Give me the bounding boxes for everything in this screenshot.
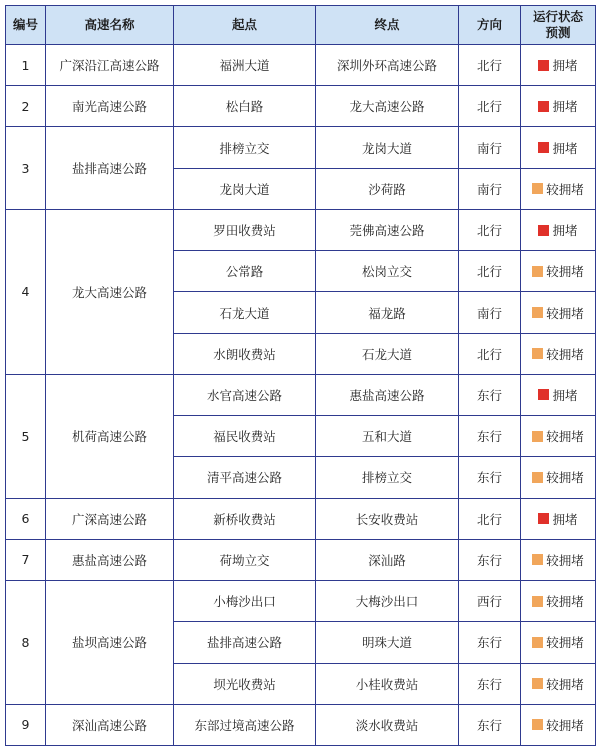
congestion-red-icon [538, 225, 549, 236]
cell-direction: 北行 [459, 86, 521, 127]
cell-end: 龙岗大道 [316, 127, 459, 168]
cell-num: 8 [6, 581, 46, 705]
status-label: 较拥堵 [546, 552, 584, 568]
cell-status [521, 45, 596, 86]
congestion-red-icon [538, 513, 549, 524]
status-label: 拥堵 [552, 387, 578, 403]
cell-direction: 北行 [459, 333, 521, 374]
cell-direction: 东行 [459, 374, 521, 415]
header-status-line2: 预测 [545, 25, 571, 40]
congestion-red-icon [538, 389, 549, 400]
status-label: 较拥堵 [546, 635, 584, 651]
cell-end: 大梅沙出口 [316, 581, 459, 622]
congestion-orange-icon [532, 472, 543, 483]
cell-start: 坝光收费站 [174, 663, 316, 704]
header-direction: 方向 [459, 6, 521, 45]
status-label: 较拥堵 [546, 305, 584, 321]
cell-status [521, 127, 596, 168]
header-status-line1: 运行状态 [532, 9, 583, 24]
cell-end: 明珠大道 [316, 622, 459, 663]
cell-num: 7 [6, 539, 46, 580]
congestion-orange-icon [532, 307, 543, 318]
cell-direction: 东行 [459, 539, 521, 580]
cell-start: 清平高速公路 [174, 457, 316, 498]
cell-direction: 东行 [459, 704, 521, 745]
cell-end: 小桂收费站 [316, 663, 459, 704]
cell-status [521, 251, 596, 292]
cell-direction: 东行 [459, 416, 521, 457]
cell-direction: 北行 [459, 251, 521, 292]
congestion-orange-icon [532, 719, 543, 730]
congestion-orange-icon [532, 637, 543, 648]
status-label: 拥堵 [552, 223, 578, 239]
congestion-orange-icon [532, 554, 543, 565]
table-row [6, 498, 596, 539]
header-end: 终点 [316, 6, 459, 45]
cell-status [521, 704, 596, 745]
cell-start: 新桥收费站 [174, 498, 316, 539]
cell-direction: 东行 [459, 457, 521, 498]
cell-start: 荷坳立交 [174, 539, 316, 580]
cell-end: 龙大高速公路 [316, 86, 459, 127]
table-row [6, 374, 596, 415]
cell-name: 惠盐高速公路 [46, 539, 174, 580]
cell-end: 石龙大道 [316, 333, 459, 374]
cell-end: 排榜立交 [316, 457, 459, 498]
cell-num: 5 [6, 374, 46, 498]
cell-direction: 北行 [459, 498, 521, 539]
header-row [6, 6, 596, 45]
cell-end: 沙荷路 [316, 168, 459, 209]
cell-end: 深圳外环高速公路 [316, 45, 459, 86]
cell-direction: 北行 [459, 45, 521, 86]
cell-direction: 南行 [459, 127, 521, 168]
cell-direction: 西行 [459, 581, 521, 622]
status-label: 拥堵 [552, 99, 578, 115]
cell-status [521, 86, 596, 127]
congestion-orange-icon [532, 596, 543, 607]
header-start: 起点 [174, 6, 316, 45]
cell-start: 石龙大道 [174, 292, 316, 333]
cell-status [521, 581, 596, 622]
table-row [6, 209, 596, 250]
cell-end: 淡水收费站 [316, 704, 459, 745]
congestion-orange-icon [532, 348, 543, 359]
table-row [6, 539, 596, 580]
status-label: 拥堵 [552, 58, 578, 74]
cell-status [521, 663, 596, 704]
cell-status [521, 333, 596, 374]
header-status [521, 6, 596, 45]
cell-num: 1 [6, 45, 46, 86]
cell-start: 龙岗大道 [174, 168, 316, 209]
cell-status [521, 622, 596, 663]
cell-num: 6 [6, 498, 46, 539]
congestion-orange-icon [532, 183, 543, 194]
cell-name: 广深高速公路 [46, 498, 174, 539]
status-label: 较拥堵 [546, 676, 584, 692]
congestion-red-icon [538, 60, 549, 71]
cell-status [521, 168, 596, 209]
cell-status [521, 498, 596, 539]
status-label: 较拥堵 [546, 594, 584, 610]
cell-direction: 北行 [459, 209, 521, 250]
status-label: 较拥堵 [546, 717, 584, 733]
cell-start: 水官高速公路 [174, 374, 316, 415]
cell-start: 水朗收费站 [174, 333, 316, 374]
table-row [6, 704, 596, 745]
cell-start: 排榜立交 [174, 127, 316, 168]
cell-direction: 东行 [459, 622, 521, 663]
cell-end: 福龙路 [316, 292, 459, 333]
cell-status [521, 416, 596, 457]
cell-start: 盐排高速公路 [174, 622, 316, 663]
cell-end: 惠盐高速公路 [316, 374, 459, 415]
congestion-red-icon [538, 101, 549, 112]
cell-status [521, 292, 596, 333]
cell-start: 小梅沙出口 [174, 581, 316, 622]
cell-start: 公常路 [174, 251, 316, 292]
cell-end: 五和大道 [316, 416, 459, 457]
cell-num: 2 [6, 86, 46, 127]
cell-num: 9 [6, 704, 46, 745]
header-name: 高速名称 [46, 6, 174, 45]
cell-num: 4 [6, 209, 46, 374]
cell-end: 松岗立交 [316, 251, 459, 292]
status-label: 拥堵 [552, 140, 578, 156]
cell-name: 龙大高速公路 [46, 209, 174, 374]
cell-end: 长安收费站 [316, 498, 459, 539]
status-label: 拥堵 [552, 511, 578, 527]
cell-direction: 南行 [459, 168, 521, 209]
cell-start: 罗田收费站 [174, 209, 316, 250]
cell-start: 松白路 [174, 86, 316, 127]
cell-start: 福民收费站 [174, 416, 316, 457]
cell-num: 3 [6, 127, 46, 209]
status-label: 较拥堵 [546, 264, 584, 280]
congestion-orange-icon [532, 266, 543, 277]
congestion-red-icon [538, 142, 549, 153]
congestion-orange-icon [532, 431, 543, 442]
cell-status [521, 539, 596, 580]
table-row [6, 86, 596, 127]
cell-status [521, 374, 596, 415]
cell-name: 盐坝高速公路 [46, 581, 174, 705]
table-row [6, 127, 596, 168]
status-label: 较拥堵 [546, 346, 584, 362]
congestion-orange-icon [532, 678, 543, 689]
table-row [6, 581, 596, 622]
cell-name: 深汕高速公路 [46, 704, 174, 745]
cell-name: 广深沿江高速公路 [46, 45, 174, 86]
cell-name: 机荷高速公路 [46, 374, 174, 498]
cell-start: 东部过境高速公路 [174, 704, 316, 745]
cell-end: 深汕路 [316, 539, 459, 580]
traffic-table [5, 5, 596, 746]
table-row [6, 45, 596, 86]
cell-direction: 南行 [459, 292, 521, 333]
cell-status [521, 209, 596, 250]
cell-direction: 东行 [459, 663, 521, 704]
cell-name: 南光高速公路 [46, 86, 174, 127]
status-label: 较拥堵 [546, 181, 584, 197]
cell-end: 莞佛高速公路 [316, 209, 459, 250]
cell-start: 福洲大道 [174, 45, 316, 86]
status-label: 较拥堵 [546, 470, 584, 486]
cell-name: 盐排高速公路 [46, 127, 174, 209]
header-num: 编号 [6, 6, 46, 45]
status-label: 较拥堵 [546, 429, 584, 445]
cell-status [521, 457, 596, 498]
